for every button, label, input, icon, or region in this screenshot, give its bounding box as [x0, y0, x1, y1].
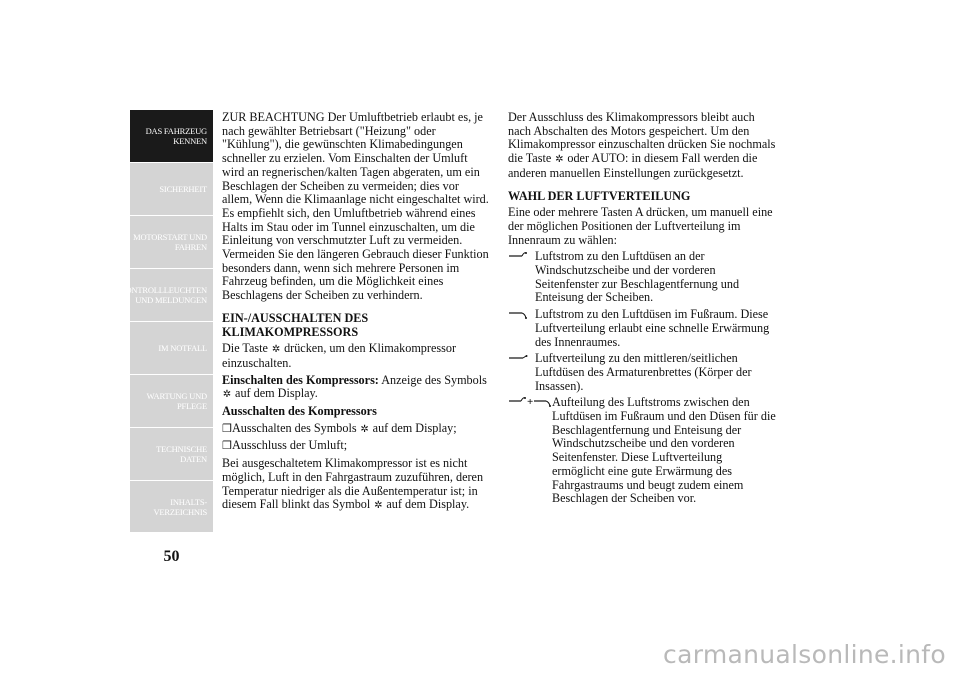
paragraph-air-distribution: Eine oder mehrere Tasten A drücken, um manuell eine der möglichen Positionen der Luftverteilung im Innenraum zu wählen: — [508, 205, 773, 247]
list-item — [508, 352, 778, 393]
snowflake-icon: ✲ — [271, 344, 281, 356]
list-item-text: Luftverteilung zu den mittleren/seitlichen Luftdüsen des Armaturenbrettes (Körper der Insassen). — [535, 351, 752, 393]
tab-im-notfall[interactable] — [130, 322, 213, 375]
windshield-vent-icon — [508, 250, 535, 305]
text: Anzeige des Symbols — [381, 372, 487, 387]
tab-motorstart-und-fahren[interactable] — [130, 216, 213, 269]
tab-label: INHALTS- VERZEICHNIS — [153, 496, 207, 517]
text: Bei ausgeschaltetem Klimakompressor ist es nicht möglich, Luft in den Fahrgastraum zuzuführen, deren Temperatur niedriger als die Außentemperatur ist; in diesem Fall blinkt das Symbol — [222, 456, 484, 512]
tab-das-fahrzeug-kennen[interactable] — [130, 110, 213, 163]
tab-kontrollleuchten[interactable] — [119, 269, 213, 322]
tab-label: KONTROLLLEUCHTEN UND MELDUNGEN — [119, 285, 207, 305]
footwell-vent-icon — [508, 308, 535, 349]
text: oder AUTO: in diesem Fall werden die anderen manuellen Einstellungen zurückgesetzt. — [508, 151, 758, 180]
watermark: carmanualsonline.info — [663, 640, 946, 669]
bullet-item — [222, 439, 492, 454]
tab-wartung-und-pflege[interactable] — [130, 375, 213, 428]
paragraph-compressor-memory — [508, 111, 778, 181]
text: Der Ausschluss des Klimakompressors bleibt auch nach Abschalten des Motors gespeichert. Um den Klimakompressor einzuschalten drücken Sie nochmals die Taste — [508, 110, 776, 166]
text-column-left — [222, 111, 492, 516]
dashboard-vent-icon — [508, 352, 535, 393]
tab-label: MOTORSTART UND FAHREN — [133, 232, 207, 252]
text: Ausschalten des Symbols — [232, 420, 357, 435]
text: Ausschluss der Umluft; — [232, 438, 348, 453]
snowflake-icon: ✲ — [222, 389, 232, 401]
subheading-compressor-off: Ausschalten des Kompressors — [222, 404, 377, 419]
paragraph-compressor-enable — [222, 374, 492, 402]
tab-label: TECHNISCHE DATEN — [156, 444, 207, 464]
snowflake-icon: ✲ — [360, 423, 369, 435]
paragraph-compressor-on — [222, 342, 492, 370]
text: auf dem Display. — [386, 497, 470, 512]
footwell-windshield-vent-icon — [508, 396, 552, 506]
bold-label: Einschalten des Kompressors: — [222, 372, 379, 387]
checkbox-bullet-icon: ❒ — [222, 422, 232, 435]
paragraph-compressor-off-note — [222, 457, 492, 513]
text: auf dem Display; — [372, 420, 457, 435]
checkbox-bullet-icon: ❒ — [222, 440, 232, 453]
tab-sicherheit[interactable] — [130, 163, 213, 216]
text-column-right — [508, 111, 778, 509]
list-item-text: Luftstrom zu den Luftdüsen an der Windschutzscheibe und der vorderen Seitenfenster zur Beschlagentfernung und Enteisung der Scheiben. — [535, 249, 740, 305]
section-heading-air-distribution: WAHL DER LUFTVERTEILUNG — [508, 188, 691, 203]
page-number: 50 — [163, 548, 180, 565]
bullet-item — [222, 422, 492, 437]
intro-paragraph: ZUR BEACHTUNG Der Umluftbetrieb erlaubt es, je nach gewählter Betriebsart ("Heizung" oder "Kühlung"), die gewünschten Klimabedingungen schneller zu erzielen. Vom Einschalten der Umluft wird an regnerischen/kalten Tagen abgeraten, um ein Beschlagen der Scheiben zu vermeiden; dies vor allem, Wenn die Klimaanlage nicht eingeschaltet wird. Es empfiehlt sich, den Umluftbetrieb während eines Halts im Stau oder im Tunnel einzuschalten, um die Einleitung von verschmutzter Luft zu vermeiden. Vermeiden Sie den längeren Gebrauch dieser Funktion besonders dann, wenn sich mehrere Personen im Fahrzeug befinden, um die Möglichkeit eines Beschlagens der Scheiben zu verhindern. — [222, 110, 489, 303]
text: drücken, um den Klimakompressor einzuschalten. — [222, 341, 457, 370]
snowflake-icon: ✲ — [555, 154, 564, 166]
snowflake-icon: ✲ — [374, 500, 383, 512]
text: Die Taste — [222, 341, 268, 356]
tab-label: IM NOTFALL — [158, 343, 207, 353]
tab-label: WARTUNG UND PFLEGE — [146, 391, 207, 411]
section-heading-compressor: EIN-/AUSSCHALTEN DES KLIMAKOMPRESSORS — [222, 310, 369, 339]
tab-label: SICHERHEIT — [159, 184, 207, 194]
tab-inhaltsverzeichnis[interactable] — [130, 481, 213, 533]
list-item — [508, 308, 778, 349]
tab-label: DAS FAHRZEUG KENNEN — [145, 126, 207, 146]
tab-technische-daten[interactable] — [130, 428, 213, 481]
list-item — [508, 396, 778, 506]
list-item-text: Luftstrom zu den Luftdüsen im Fußraum. Diese Luftverteilung erlaubt eine schnelle Erwärmung des Innenraumes. — [535, 307, 770, 349]
list-item — [508, 250, 778, 305]
list-item-text: Aufteilung des Luftstroms zwischen den Luftdüsen im Fußraum und den Düsen für die Beschlagentfernung und Enteisung der Windschutzscheibe und den vorderen Seitenfenster. Diese Luftverteilung ermöglicht eine gute Erwärmung des Fahrgastraums und beugt zudem einem Beschlagen der Scheiben vor. — [552, 395, 776, 506]
plus-sign: + — [527, 396, 534, 409]
text: auf dem Display. — [235, 386, 318, 401]
chapter-sidebar — [119, 110, 213, 533]
